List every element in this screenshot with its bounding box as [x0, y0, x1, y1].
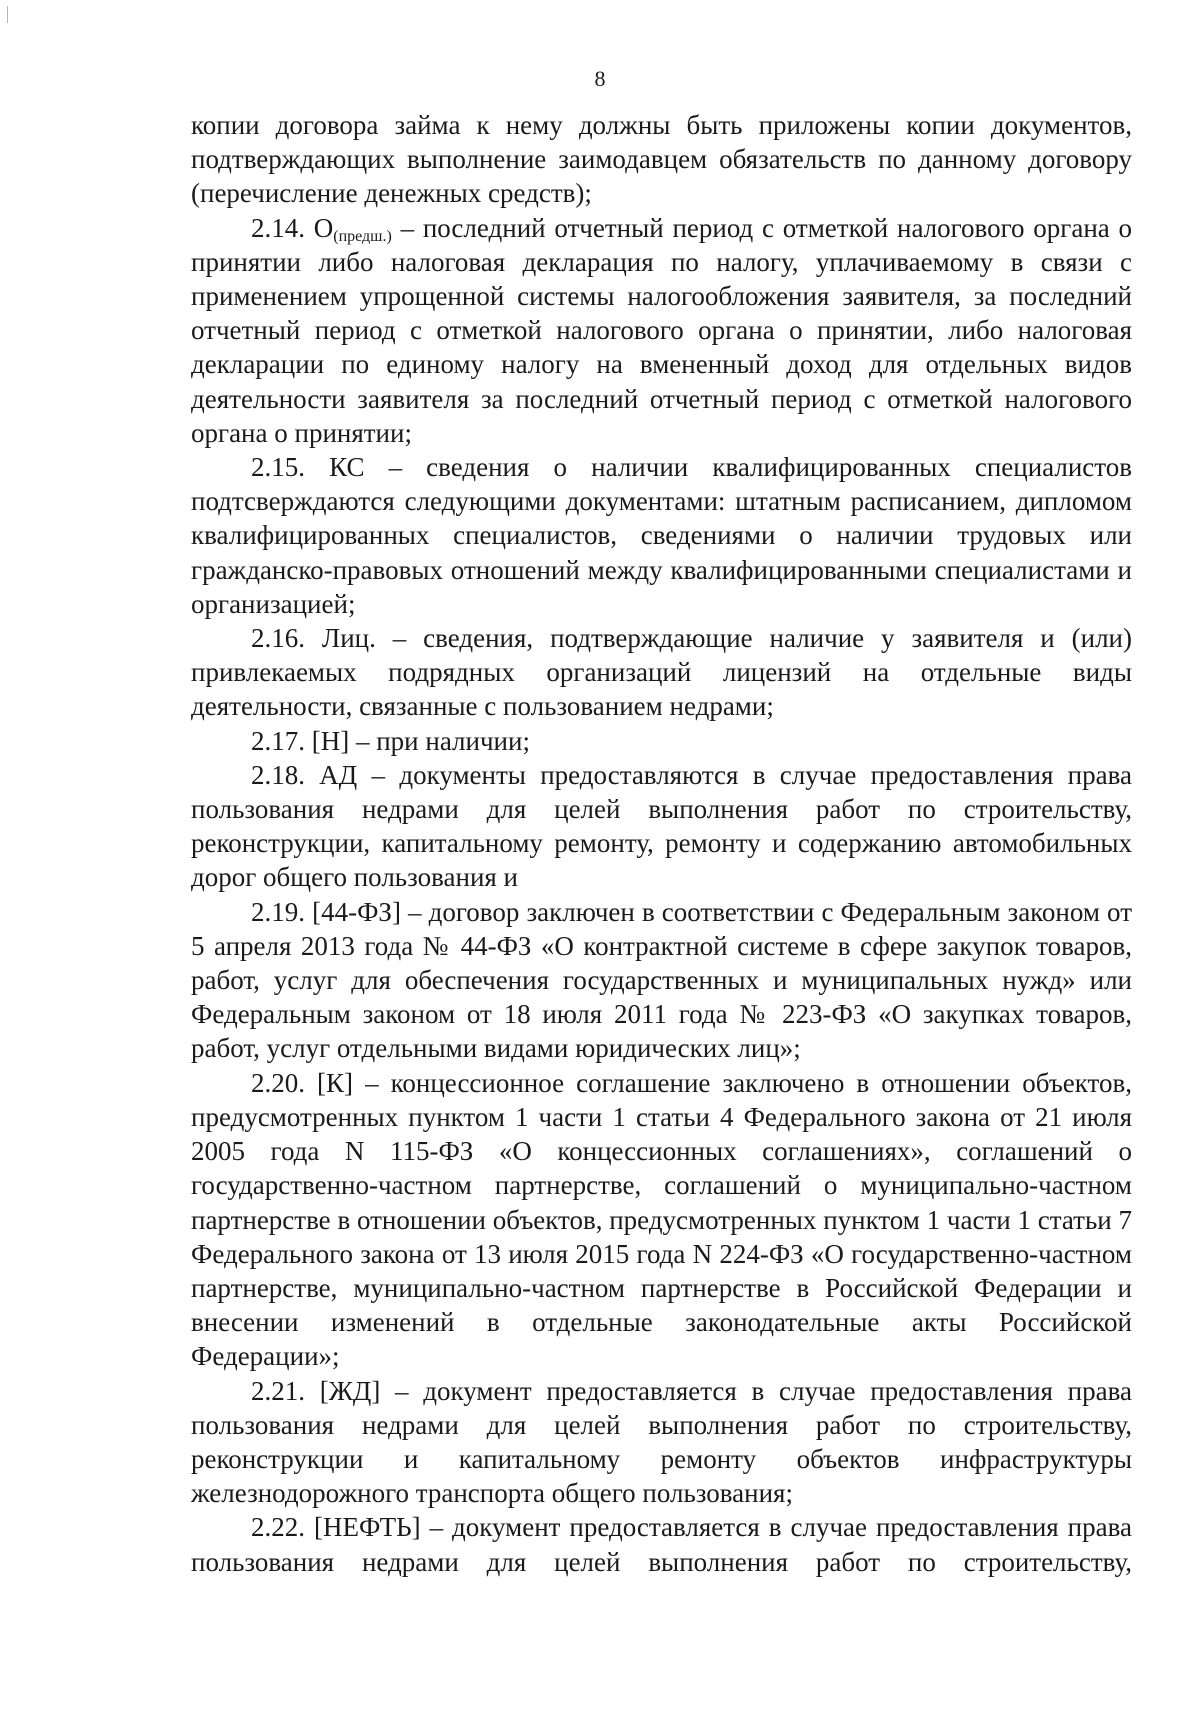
paragraph-2-14-prefix: 2.14. О [251, 212, 334, 243]
scan-edge-mark [7, 6, 8, 23]
paragraph-2-14 [191, 211, 1132, 450]
paragraph-2-22: 2.22. [НЕФТЬ] – документ предоставляется в случае предоставления права пользования недрами для целей выполнения работ по строительству, [191, 1512, 1132, 1577]
paragraph-2-19: 2.19. [44-ФЗ] – договор заключен в соответствии с Федеральным законом от 5 апреля 2013 года № 44-ФЗ «О контрактной системе в сфере закупок товаров, работ, услуг для обеспечения государственных и муниципальных нужд» или Федеральным законом от 18 июля 2011 года № 223-ФЗ «О закупках товаров, работ, услуг отдельными видами юридических лиц»; [191, 896, 1132, 1064]
page-number: 8 [594, 66, 606, 91]
paragraph-2-15: 2.15. КС – сведения о наличии квалифицированных специалистов подтсверждаются следующими документами: штатным расписанием, дипломом квалифицированных специалистов, сведениями о наличии трудовых или гражданско-правовых отношений между квалифицированными специалистами и организацией; [191, 452, 1132, 619]
paragraph-intro: копии договора займа к нему должны быть приложены копии документов, подтверждающих выполнение заимодавцем обязательств по данному договору (перечисление денежных средств); [191, 110, 1132, 209]
paragraph-2-20: 2.20. [К] – концессионное соглашение заключено в отношении объектов, предусмотренных пунктом 1 части 1 статьи 4 Федерального закона от 21 июля 2005 года N 115-ФЗ «О концессионных соглашениях», соглашений о государственно-частном партнерстве, соглашений о муниципально-частном партнерстве в отношении объектов, предусмотренных пунктом 1 части 1 статьи 7 Федерального закона от 13 июля 2015 года N 224-ФЗ «О государственно-частном партнерстве, муниципально-частном партнерстве в Российской Федерации и внесении изменений в отдельные законодательные акты Российской Федерации»; [191, 1067, 1132, 1372]
paragraph-2-14-text: – последний отчетный период с отметкой налогового органа о принятии либо налоговая декларация по налогу, уплачиваемому в связи с применением упрощенной системы налогообложения заявителя, за последний отчетный период с отметкой налогового органа о принятии, либо налоговая декларации по единому налогу на вмененный доход для отдельных видов деятельности заявителя за последний отчетный период с отметкой налогового органа о принятии; [191, 212, 1132, 448]
paragraph-2-17: 2.17. [Н] – при наличии; [251, 725, 530, 756]
document-body [191, 108, 1132, 1579]
paragraph-2-18: 2.18. АД – документы предоставляются в случае предоставления права пользования недрами для целей выполнения работ по строительству, реконструкции, капитальному ремонту, ремонту и содержанию автомобильных дорог общего пользования и [191, 759, 1132, 893]
paragraph-2-21: 2.21. [ЖД] – документ предоставляется в случае предоставления права пользования недрами для целей выполнения работ по строительству, реконструкции и капитальному ремонту объектов инфраструктуры железнодорожного транспорта общего пользования; [191, 1375, 1132, 1509]
paragraph-2-16: 2.16. Лиц. – сведения, подтверждающие наличие у заявителя и (или) привлекаемых подрядных организаций лицензий на отдельные виды деятельности, связанные с пользованием недрами; [191, 623, 1132, 722]
paragraph-2-14-subscript: (предш.) [333, 227, 392, 245]
